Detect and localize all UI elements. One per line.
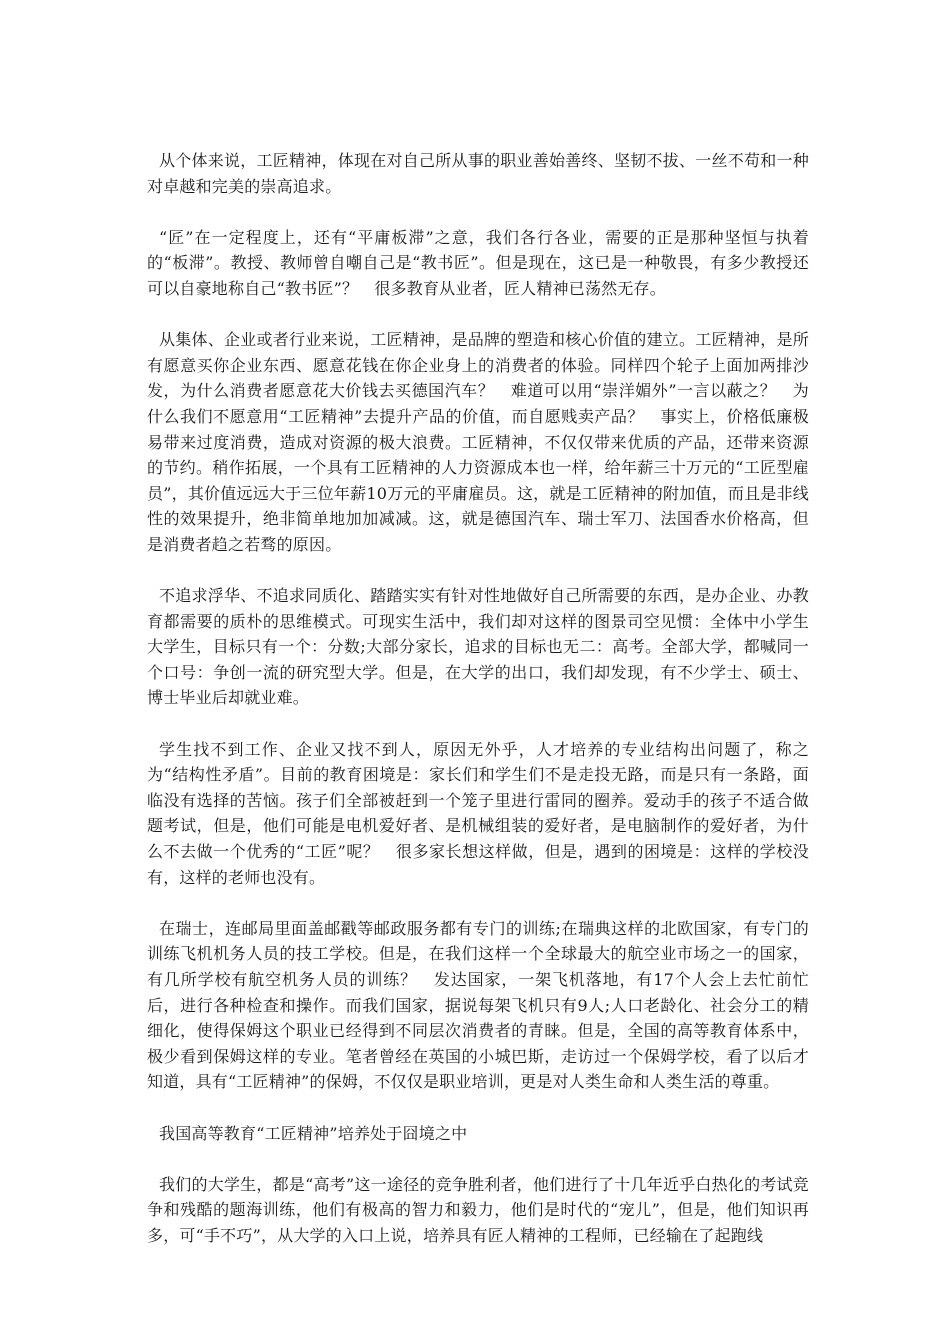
paragraph-university-students: 我们的大学生，都是“高考”这一途径的竞争胜利者，他们进行了十几年近乎白热化的考试竞争和残酷的题海训练，他们有极高的智力和毅力，他们是时代的“宠儿”，但是，他们知识再多，可“手不巧”，从大学的入口上说，培养具有匠人精神的工程师，已经输在了起跑线 (147, 1174, 809, 1245)
paragraph-simple-thinking: 不追求浮华、不追求同质化、踏踏实实有针对性地做好自己所需要的东西，是办企业、办教育都需要的质朴的思维模式。可现实生活中，我们却对这样的图景司空见惯：全体中小学生大学生，目标只有一个：分数;大部分家长，追求的目标也无二：高考。全部大学，都喊同一个口号：争创一流的研究型大学。但是，在大学的出口，我们却发现，有不少学士、硕士、博士毕业后却就业难。 (147, 586, 809, 708)
paragraph-structural-contradiction: 学生找不到工作、企业又找不到人，原因无外乎，人才培养的专业结构出问题了，称之为“结构性矛盾”。目前的教育困境是：家长们和学生们不是走投无路，而是只有一条路，面临没有选择的苦恼。孩子们全部被赶到一个笼子里进行雷同的圈养。爱动手的孩子不适合做题考试，但是，他们可能是电机爱好者、是机械组装的爱好者，是电脑制作的爱好者，为什么不去做一个优秀的“工匠”呢？ 很多家长想这样做，但是，遇到的困境是：这样的学校没有，这样的老师也没有。 (147, 739, 809, 887)
section-heading: 我国高等教育“工匠精神”培养处于囧境之中 (159, 1123, 468, 1143)
paragraph-individual-spirit: 从个体来说，工匠精神，体现在对自己所从事的职业善始善终、坚韧不拔、一丝不苟和一种对卓越和完美的崇高追求。 (147, 151, 809, 196)
paragraph-craftsman-meaning: “匠”在一定程度上，还有“平庸板滞”之意，我们各行各业，需要的正是那种坚恒与执着的“板滞”。教授、教师曾自嘲自己是“教书匠”。但是现在，这已是一种敬畏，有多少教授还可以自豪地称自己“教书匠”？ 很多教育从业者，匠人精神已荡然无存。 (147, 227, 809, 298)
document-body (147, 148, 809, 1274)
paragraph-switzerland-example: 在瑞士，连邮局里面盖邮戳等邮政服务都有专门的训练;在瑞典这样的北欧国家，有专门的训练飞机机务人员的技工学校。但是，在我们这样一个全球最大的航空业市场之一的国家，有几所学校有航空机务人员的训练？ 发达国家，一架飞机落地，有17个人会上去忙前忙后，进行各种检查和操作。而我们国家，据说每架飞机只有9人;人口老龄化、社会分工的精细化，使得保姆这个职业已经得到不同层次消费者的青睐。但是，全国的高等教育体系中，极少看到保姆这样的专业。笔者曾经在英国的小城巴斯，走访过一个保姆学校，看了以后才知道，具有“工匠精神”的保姆，不仅仅是职业培训，更是对人类生命和人类生活的尊重。 (147, 918, 809, 1092)
paragraph-enterprise-spirit: 从集体、企业或者行业来说，工匠精神，是品牌的塑造和核心价值的建立。工匠精神，是所有愿意买你企业东西、愿意花钱在你企业身上的消费者的体验。同样四个轮子上面加两排沙发，为什么消费者愿意花大价钱去买德国汽车？ 难道可以用“崇洋媚外”一言以蔽之？ 为什么我们不愿意用“工匠精神”去提升产品的价值，而自愿贱卖产品？ 事实上，价格低廉极易带来过度消费，造成对资源的极大浪费。工匠精神，不仅仅带来优质的产品，还带来资源的节约。稍作拓展，一个具有工匠精神的人力资源成本也一样，给年薪三十万元的“工匠型雇员”，其价值远远大于三位年薪10万元的平庸雇员。这，就是工匠精神的附加值，而且是非线性的效果提升，绝非简单地加加减减。这，就是德国汽车、瑞士军刀、法国香水价格高，但是消费者趋之若骛的原因。 (147, 330, 809, 554)
